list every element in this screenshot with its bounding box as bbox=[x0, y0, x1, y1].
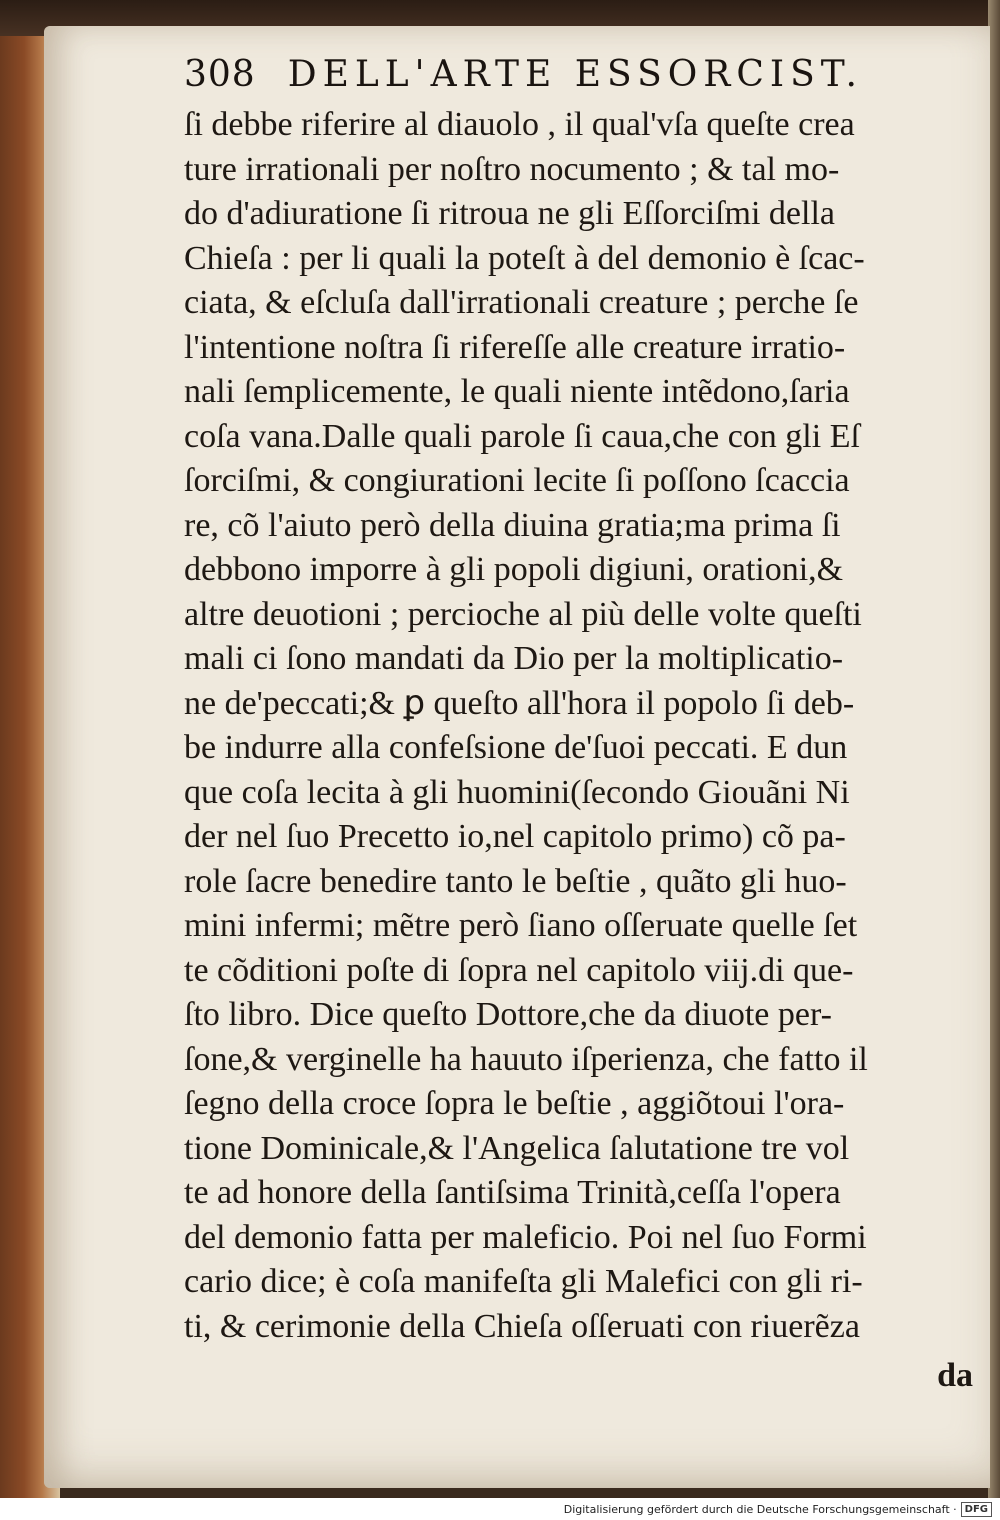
text-line: que coſa lecita à gli huomini(ſecondo Giouãni Ni bbox=[184, 773, 850, 811]
page-content bbox=[184, 54, 979, 1395]
text-line: ciata, & eſcluſa dall'irrationali creature ; perche ſe bbox=[184, 284, 859, 321]
running-title: DELL'ARTE ESSORCIST. bbox=[287, 54, 863, 95]
footer-credit: Digitalisierung gefördert durch die Deutsche Forschungsgemeinschaft · bbox=[563, 1502, 957, 1516]
running-head bbox=[184, 54, 979, 95]
text-line: do d'adiuratione ſi ritroua ne gli Eſſorciſmi della bbox=[184, 195, 835, 232]
text-line: ture irrationali per noſtro nocumento ; & tal mo- bbox=[184, 150, 840, 188]
text-line: te cõditioni poſte di ſopra nel capitolo viij.di que- bbox=[184, 951, 854, 989]
text-line: ne de'peccati;& ꝑ queſto all'hora il popolo ſi deb- bbox=[184, 684, 855, 722]
text-line: ſegno della croce ſopra le beſtie , aggiõtoui l'ora- bbox=[184, 1085, 845, 1122]
text-line: altre deuotioni ; percioche al più delle volte queſti bbox=[184, 595, 862, 633]
text-line: l'intentione noſtra ſi rifereſſe alle creature irratio- bbox=[184, 328, 846, 366]
digitization-footer bbox=[0, 1498, 1000, 1520]
text-line: tione Dominicale,& l'Angelica ſalutatione tre vol bbox=[184, 1129, 850, 1167]
text-line: ſto libro. Dice queſto Dottore,che da diuote per- bbox=[184, 996, 832, 1033]
text-line: Chieſa : per li quali la poteſt à del demonio è ſcac- bbox=[184, 239, 865, 277]
text-line: del demonio fatta per maleficio. Poi nel ſuo Formi bbox=[184, 1218, 867, 1256]
text-line: role ſacre benedire tanto le beſtie , quãto gli huo- bbox=[184, 862, 847, 900]
text-line: ſone,& verginelle ha hauuto iſperienza, che fatto il bbox=[184, 1040, 868, 1078]
page-number: 308 bbox=[184, 54, 256, 95]
text-line: der nel ſuo Precetto io,nel capitolo primo) cõ pa- bbox=[184, 818, 846, 855]
text-line: mali ci ſono mandati da Dio per la moltiplicatio- bbox=[184, 640, 844, 677]
text-line: ſorciſmi, & congiurationi lecite ſi poſſono ſcaccia bbox=[184, 462, 850, 499]
text-line: coſa vana.Dalle quali parole ſi caua,che con gli Eſ bbox=[184, 417, 860, 455]
text-line: ſi debbe riferire al diauolo , il qual'vſa queſte crea bbox=[184, 106, 855, 143]
book-page bbox=[44, 26, 990, 1488]
text-line: ti, & cerimonie della Chieſa oſſeruati con riuerẽza bbox=[184, 1307, 860, 1345]
text-line: debbono imporre à gli popoli digiuni, orationi,& bbox=[184, 551, 844, 588]
catchword: da bbox=[937, 1357, 973, 1394]
text-line: cario dice; è coſa manifeſta gli Malefici con gli ri- bbox=[184, 1263, 863, 1300]
text-line: re, cõ l'aiuto però della diuina gratia;ma prima ſi bbox=[184, 506, 841, 544]
text-line: be indurre alla confeſsione de'ſuoi peccati. E dun bbox=[184, 729, 848, 766]
text-line: te ad honore della ſantiſsima Trinità,ceſſa l'opera bbox=[184, 1174, 841, 1211]
body-text bbox=[184, 103, 979, 1349]
text-line: mini infermi; mẽtre però ſiano oſſeruate quelle ſet bbox=[184, 907, 858, 944]
dfg-logo-icon: DFG bbox=[961, 1502, 992, 1517]
text-line: nali ſemplicemente, le quali niente intẽdono,ſaria bbox=[184, 373, 850, 410]
